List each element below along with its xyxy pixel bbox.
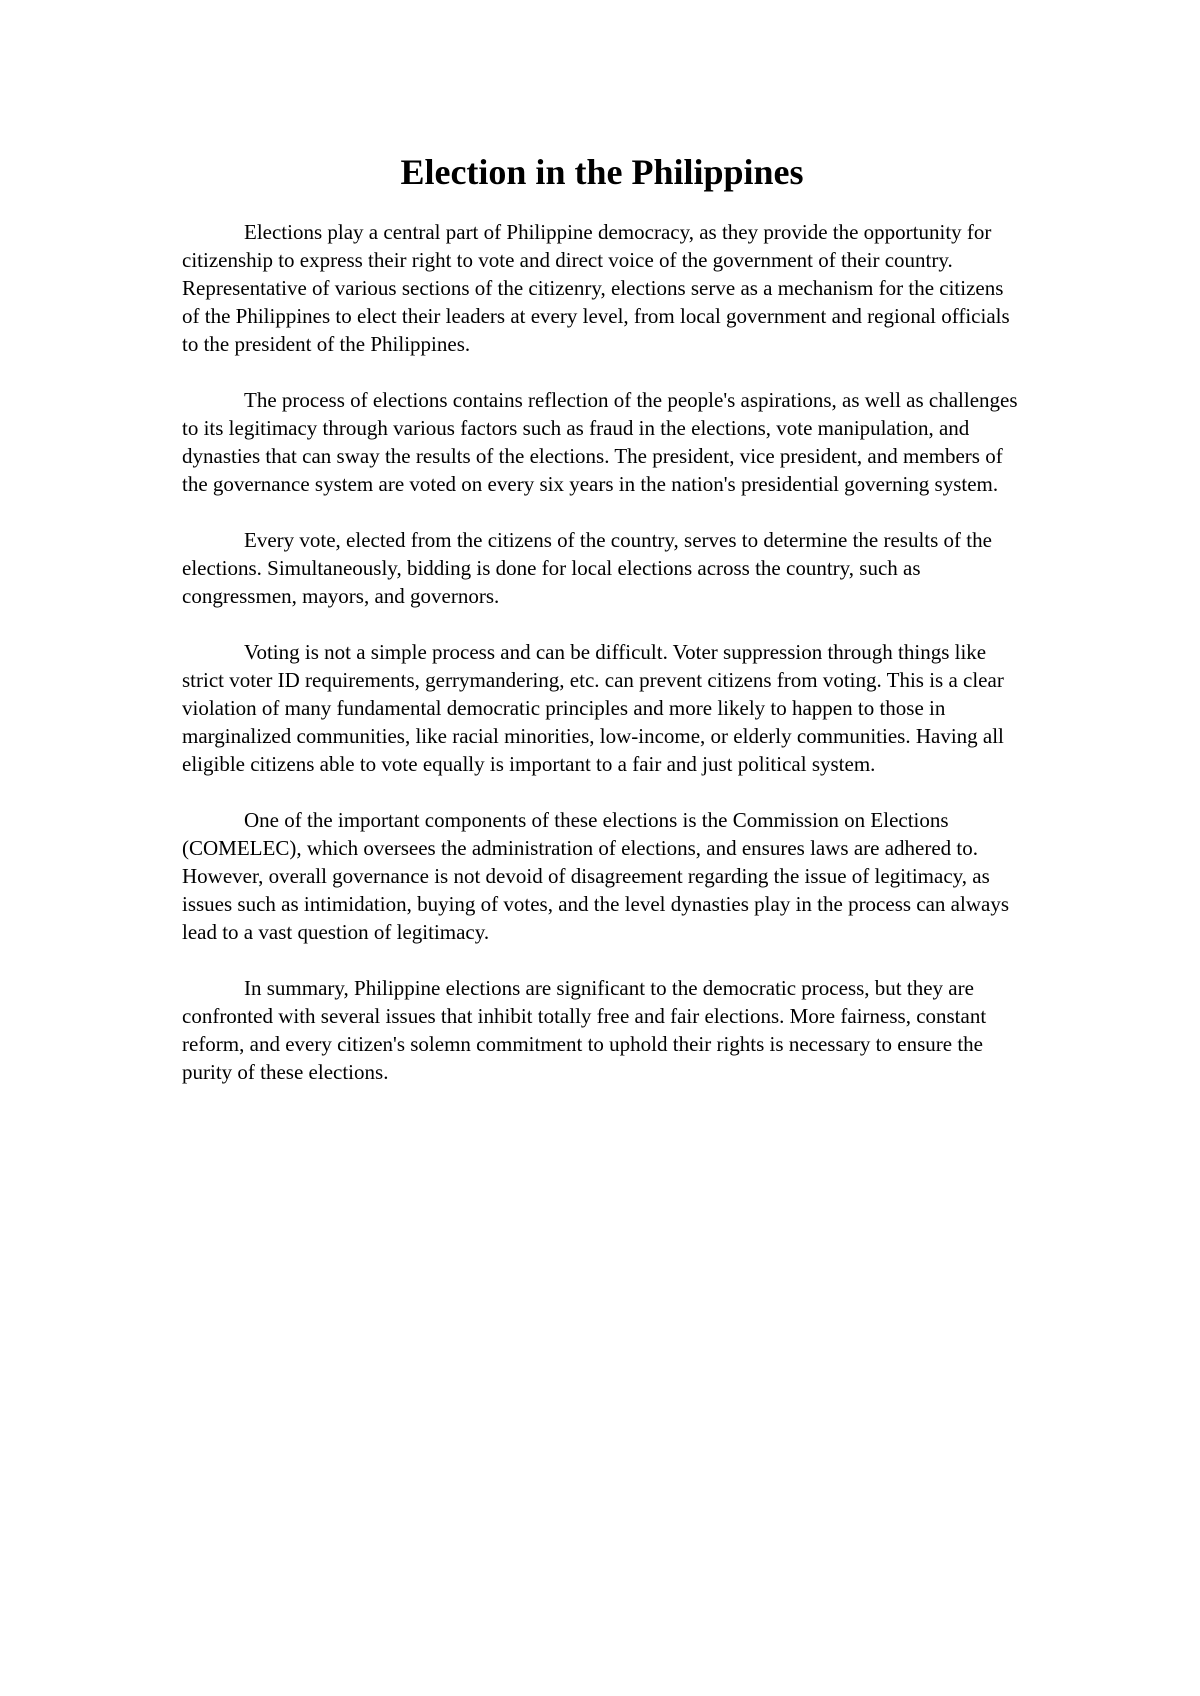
paragraph-1: Elections play a central part of Philippine democracy, as they provide the opportunity for citizenship to express their right to vote and direct voice of the government of their country. Representative of various sections of the citizenry, elections serve as a mechanism for the citizens of the Philippines to elect their leaders at every level, from local government and regional officials to the president of the Philippines. [182, 220, 1010, 356]
document-body [182, 150, 1022, 1114]
paragraph-3: Every vote, elected from the citizens of the country, serves to determine the results of the elections. Simultaneously, bidding is done for local elections across the country, such as congressmen, mayors, and governors. [182, 528, 992, 608]
paragraph-5: One of the important components of these elections is the Commission on Elections (COMELEC), which oversees the administration of elections, and ensures laws are adhered to. However, overall governance is not devoid of disagreement regarding the issue of legitimacy, as issues such as intimidation, buying of votes, and the level dynasties play in the process can always lead to a vast question of legitimacy. [182, 808, 1009, 944]
paragraph-2: The process of elections contains reflection of the people's aspirations, as well as challenges to its legitimacy through various factors such as fraud in the elections, vote manipulation, and dynasties that can sway the results of the elections. The president, vice president, and members of the governance system are voted on every six years in the nation's presidential governing system. [182, 388, 1018, 496]
document-title: Election in the Philippines [400, 152, 804, 192]
paragraph-4: Voting is not a simple process and can be difficult. Voter suppression through things like strict voter ID requirements, gerrymandering, etc. can prevent citizens from voting. This is a clear violation of many fundamental democratic principles and more likely to happen to those in marginalized communities, like racial minorities, low-income, or elderly communities. Having all eligible citizens able to vote equally is important to a fair and just political system. [182, 640, 1004, 776]
paragraph-6: In summary, Philippine elections are significant to the democratic process, but they are confronted with several issues that inhibit totally free and fair elections. More fairness, constant reform, and every citizen's solemn commitment to uphold their rights is necessary to ensure the purity of these elections. [182, 976, 987, 1084]
